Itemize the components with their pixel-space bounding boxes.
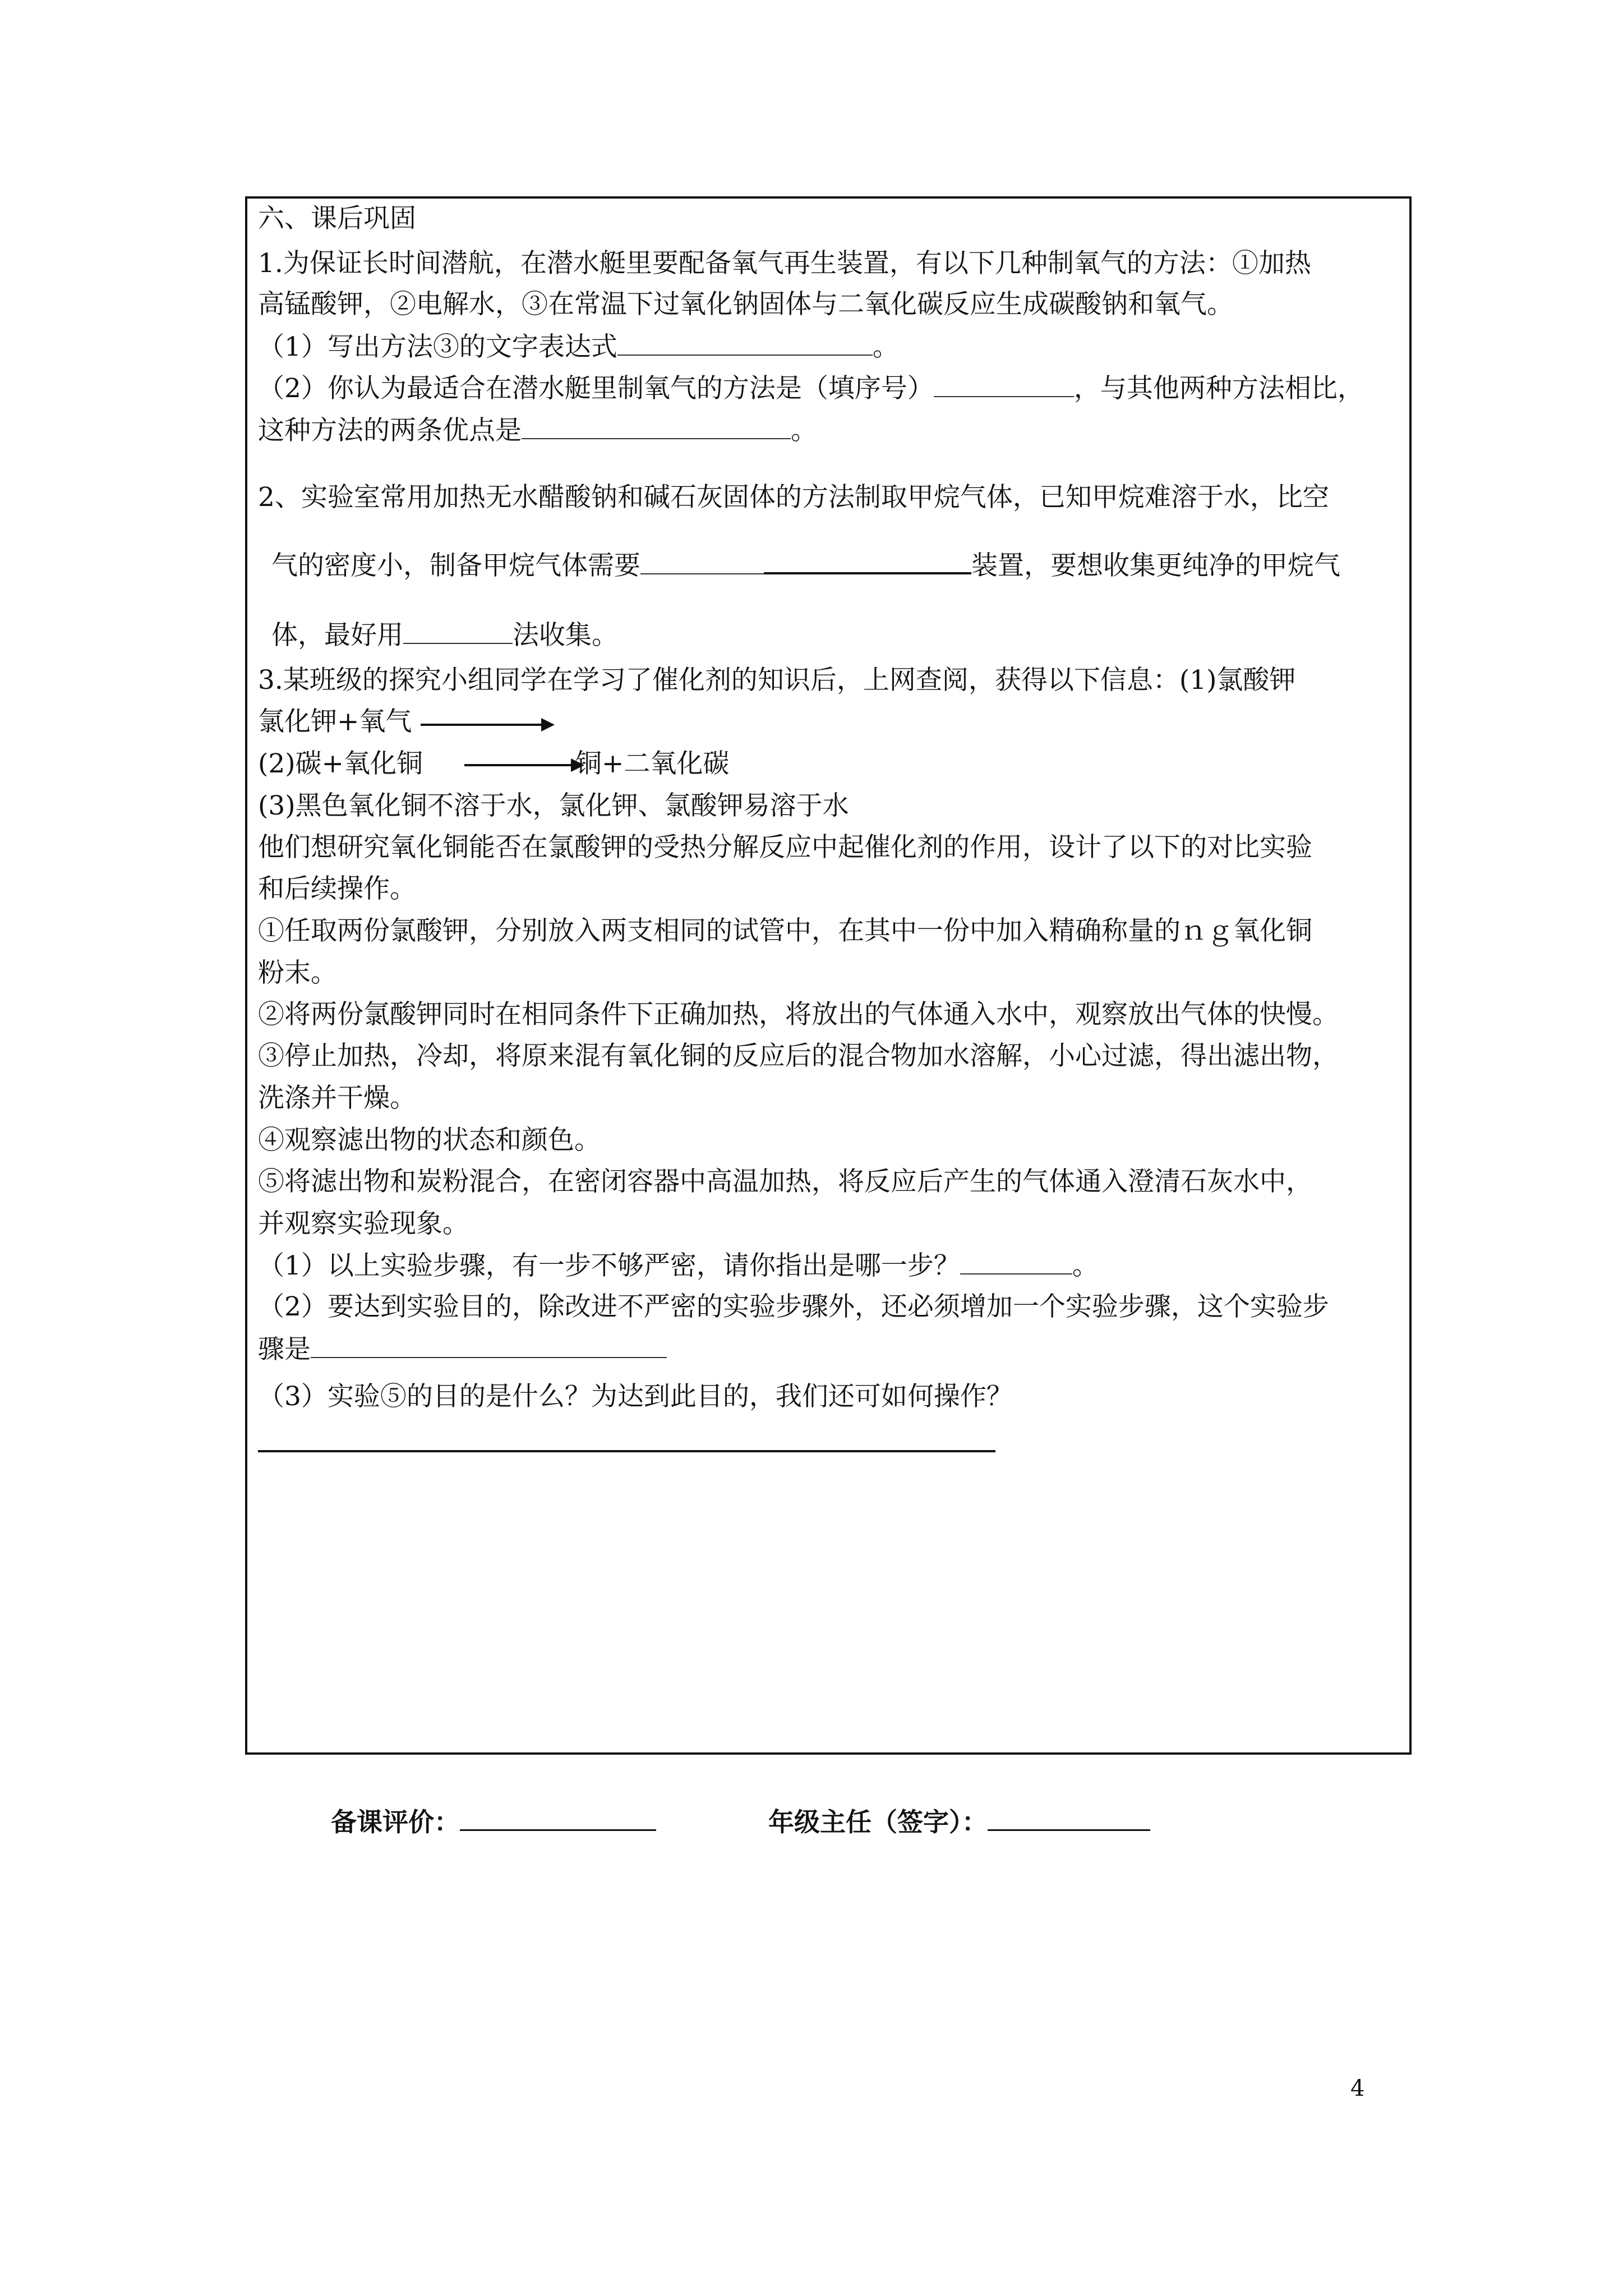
section-title: 六、课后巩固 bbox=[258, 203, 416, 234]
q1-sub2-blank[interactable] bbox=[934, 371, 1074, 397]
q2-line3 bbox=[271, 618, 618, 652]
q3-sub1-text: （1）以上实验步骤，有一步不够严密，请你指出是哪一步？ bbox=[258, 1250, 960, 1281]
q3-line3a: (2)碳+氧化铜 bbox=[258, 748, 423, 779]
q3-line1: 3.某班级的探究小组同学在学习了催化剂的知识后，上网查阅，获得以下信息：(1)氯酸钾 bbox=[258, 665, 1296, 696]
q3-line5: 他们想研究氧化铜能否在氯酸钾的受热分解反应中起催化剂的作用，设计了以下的对比实验 bbox=[258, 832, 1312, 863]
director-label: 年级主任（签字）： bbox=[768, 1807, 988, 1837]
q3-line3b: 铜+二氧化碳 bbox=[575, 748, 730, 779]
q3-sub1 bbox=[258, 1249, 1099, 1283]
q1-sub2-end: 。 bbox=[791, 415, 817, 446]
page-number: 4 bbox=[1350, 2076, 1365, 2101]
q3-sub1-end: 。 bbox=[1072, 1250, 1099, 1281]
q1-sub1 bbox=[258, 330, 899, 364]
q3-sub3-answer-line[interactable] bbox=[258, 1450, 995, 1452]
q2-line3-end: 法收集。 bbox=[513, 620, 618, 651]
q3-step2: ②将两份氯酸钾同时在相同条件下正确加热，将放出的气体通入水中，观察放出气体的快慢。 bbox=[258, 999, 1339, 1030]
q1-sub2-tail: ，与其他两种方法相比， bbox=[1073, 373, 1364, 404]
q2-apparatus-blank[interactable] bbox=[640, 549, 764, 574]
q1-sub2 bbox=[258, 371, 1364, 406]
review-label: 备课评价： bbox=[331, 1807, 460, 1837]
q1-sub2-cont bbox=[258, 413, 817, 448]
q3-step5b: 并观察实验现象。 bbox=[258, 1208, 469, 1239]
director-blank[interactable] bbox=[988, 1803, 1150, 1831]
q3-step1a: ①任取两份氯酸钾，分别放入两支相同的试管中，在其中一份中加入精确称量的ｎｇ氧化铜 bbox=[258, 915, 1312, 946]
q3-step1b: 粉末。 bbox=[258, 958, 337, 988]
q1-sub1-blank[interactable] bbox=[617, 330, 873, 356]
q3-step4: ④观察滤出物的状态和颜色。 bbox=[258, 1125, 601, 1156]
q2-line2 bbox=[271, 547, 1340, 583]
q2-line2-tail: 装置，要想收集更纯净的甲烷气 bbox=[971, 550, 1340, 581]
q3-sub2b bbox=[258, 1332, 667, 1366]
reaction-arrow-2 bbox=[464, 764, 582, 766]
grade-director-signature bbox=[768, 1803, 1150, 1839]
q2-line2-text: 气的密度小，制备甲烷气体需要 bbox=[271, 550, 640, 581]
q3-sub2a: （2）要达到实验目的，除改进不严密的实验步骤外，还必须增加一个实验步骤，这个实验步 bbox=[258, 1291, 1329, 1322]
q3-step3b: 洗涤并干燥。 bbox=[258, 1083, 416, 1114]
q2-line1: 2、实验室常用加热无水醋酸钠和碱石灰固体的方法制取甲烷气体，已知甲烷难溶于水，比空 bbox=[258, 482, 1329, 513]
q1-sub1-end: 。 bbox=[872, 332, 899, 362]
q3-sub2b-text: 骤是 bbox=[258, 1334, 311, 1365]
review-evaluation bbox=[331, 1803, 656, 1839]
q3-line2: 氯化钾+氧气 bbox=[258, 706, 412, 737]
q3-sub3: （3）实验⑤的目的是什么？为达到此目的，我们还可如何操作？ bbox=[258, 1381, 1013, 1412]
q1-sub2-advantages: 这种方法的两条优点是 bbox=[258, 415, 522, 446]
q2-line3-text: 体，最好用 bbox=[271, 620, 403, 651]
q3-line6: 和后续操作。 bbox=[258, 873, 416, 904]
reaction-arrow-1 bbox=[421, 724, 552, 726]
q1-line1: 1.为保证长时间潜航，在潜水艇里要配备氧气再生装置，有以下几种制氧气的方法：①加热 bbox=[258, 248, 1311, 279]
q1-sub2-advantages-blank[interactable] bbox=[522, 413, 791, 439]
q1-sub2-text: （2）你认为最适合在潜水艇里制氧气的方法是（填序号） bbox=[258, 373, 934, 404]
q2-collection-blank[interactable] bbox=[403, 618, 513, 644]
q3-step3a: ③停止加热，冷却，将原来混有氧化铜的反应后的混合物加水溶解，小心过滤，得出滤出物， bbox=[258, 1041, 1339, 1071]
q1-line2: 高锰酸钾，②电解水，③在常温下过氧化钠固体与二氧化碳反应生成碳酸钠和氧气。 bbox=[258, 289, 1233, 320]
q3-sub1-blank[interactable] bbox=[960, 1249, 1072, 1274]
q3-step5a: ⑤将滤出物和炭粉混合，在密闭容器中高温加热，将反应后产生的气体通入澄清石灰水中， bbox=[258, 1166, 1312, 1197]
review-blank[interactable] bbox=[460, 1803, 656, 1831]
q3-line4: (3)黑色氧化铜不溶于水，氯化钾、氯酸钾易溶于水 bbox=[258, 790, 849, 821]
q2-apparatus-line bbox=[764, 547, 971, 574]
q3-sub2-blank[interactable] bbox=[311, 1332, 667, 1358]
q1-sub1-text: （1）写出方法③的文字表达式 bbox=[258, 332, 617, 362]
